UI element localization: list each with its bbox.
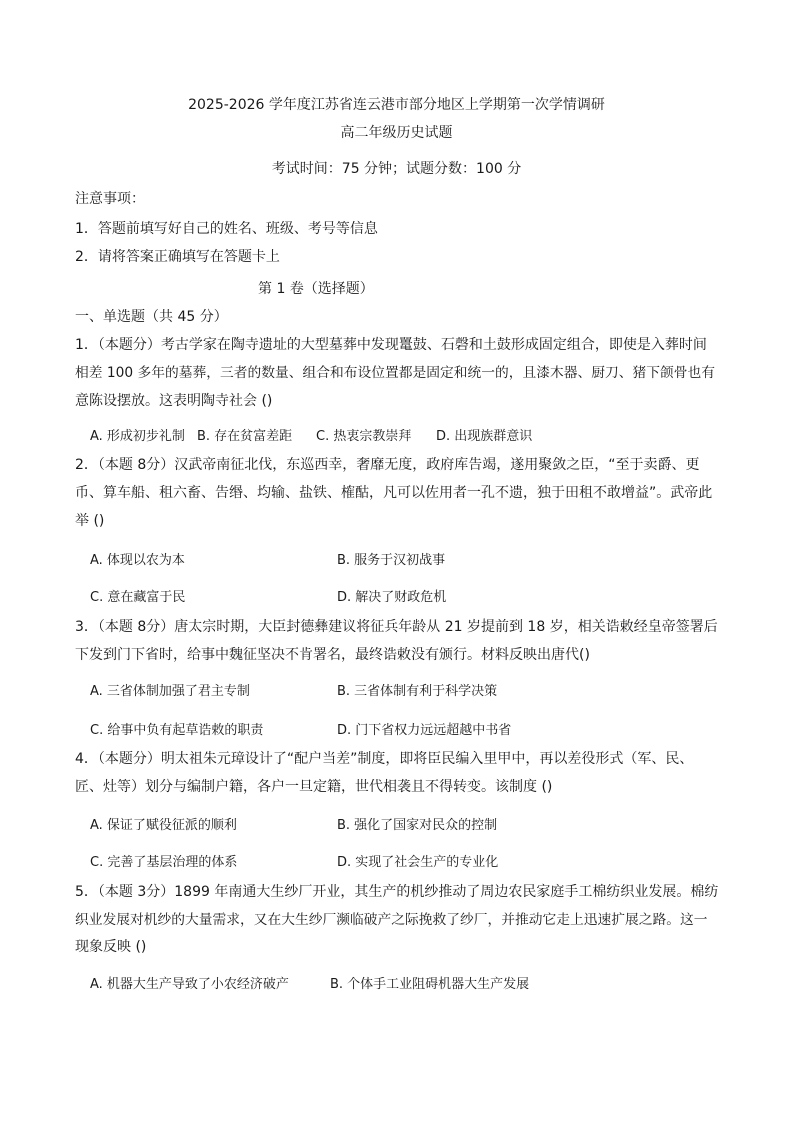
volume-title: 第 1 卷（选择题） (258, 281, 374, 297)
section-title: 一、单选题（共 45 分） (75, 309, 228, 325)
option-b: B. 三省体制有利于科学决策 (337, 684, 498, 699)
exam-info: 考试时间：75 分钟；试题分数：100 分 (271, 161, 522, 177)
question-text: 意陈设摆放。这表明陶寺社会 () (75, 393, 273, 409)
question-text: 1．（本题分）考古学家在陶寺遗址的大型墓葬中发现鼍鼓、石磬和土鼓形成固定组合，即使是入葬时间 (75, 337, 707, 353)
option-a: A. 体现以农为本 (90, 553, 185, 568)
option-c: C. 意在藏富于民 (90, 590, 186, 605)
option-c: C. 热衷宗教崇拜 (316, 429, 412, 444)
question-text: 织业发展对机纱的大量需求，又在大生纱厂濒临破产之际挽救了纱厂，并推动它走上迅速扩展之路。这一 (75, 912, 708, 928)
question-text: 3．（本题 8分）唐太宗时期，大臣封德彝建议将征兵年龄从 21 岁提前到 18 岁，相关诰敕经皇帝签署后 (75, 619, 718, 635)
option-b: B. 服务于汉初战事 (337, 553, 446, 568)
option-a: A. 形成初步礼制 (90, 429, 185, 444)
option-c: C. 给事中负有起草诰敕的职责 (90, 723, 264, 738)
exam-title: 2025-2026 学年度江苏省连云港市部分地区上学期第一次学情调研 (188, 97, 605, 113)
option-a: A. 三省体制加强了君主专制 (90, 684, 250, 699)
question-text: 5．（本题 3分）1899 年南通大生纱厂开业，其生产的机纱推动了周边农民家庭手工棉纺织业发展。棉纺 (75, 884, 719, 900)
question-text: 举 () (75, 513, 105, 529)
option-d: D. 解决了财政危机 (337, 590, 447, 605)
option-c: C. 完善了基层治理的体系 (90, 855, 238, 870)
option-a: A. 保证了赋役征派的顺利 (90, 818, 237, 833)
option-d: D. 门下省权力远远超越中书省 (337, 723, 512, 738)
option-d: D. 出现族群意识 (436, 429, 533, 444)
option-b: B. 强化了国家对民众的控制 (337, 818, 498, 833)
question-text: 下发到门下省时，给事中魏征坚决不肯署名，最终诰敕没有颁行。材料反映出唐代() (75, 647, 590, 663)
question-text: 4．（本题分）明太祖朱元璋设计了“配户当差”制度，即将臣民编入里甲中，再以差役形式（军、民、 (75, 751, 694, 767)
option-d: D. 实现了社会生产的专业化 (337, 855, 499, 870)
question-text: 2．（本题 8分）汉武帝南征北伐，东巡西幸，奢靡无度，政府库告竭，遂用聚敛之臣，“至于卖爵、更 (75, 457, 700, 473)
option-b: B. 个体手工业阻碍机器大生产发展 (330, 977, 530, 992)
question-text: 现象反映 () (75, 939, 147, 955)
question-text: 相差 100 多年的墓葬，三者的数量、组合和布设位置都是固定和统一的，且漆木器、厨刀、猪下颌骨也有 (75, 365, 715, 381)
note-item: 2．请将答案正确填写在答题卡上 (75, 249, 280, 265)
option-b: B. 存在贫富差距 (197, 429, 293, 444)
exam-subtitle: 高二年级历史试题 (340, 125, 453, 141)
question-text: 币、算车船、租六畜、告缗、均输、盐铁、榷酤，凡可以佐用者一孔不遗，独于田租不敢增益”。武帝此 (75, 485, 713, 501)
option-a: A. 机器大生产导致了小农经济破产 (90, 977, 289, 992)
question-text: 匠、灶等）划分与编制户籍，各户一旦定籍，世代相袭且不得转变。该制度 () (75, 779, 553, 795)
note-item: 1．答题前填写好自己的姓名、班级、考号等信息 (75, 221, 378, 237)
notes-heading: 注意事项： (75, 191, 145, 207)
